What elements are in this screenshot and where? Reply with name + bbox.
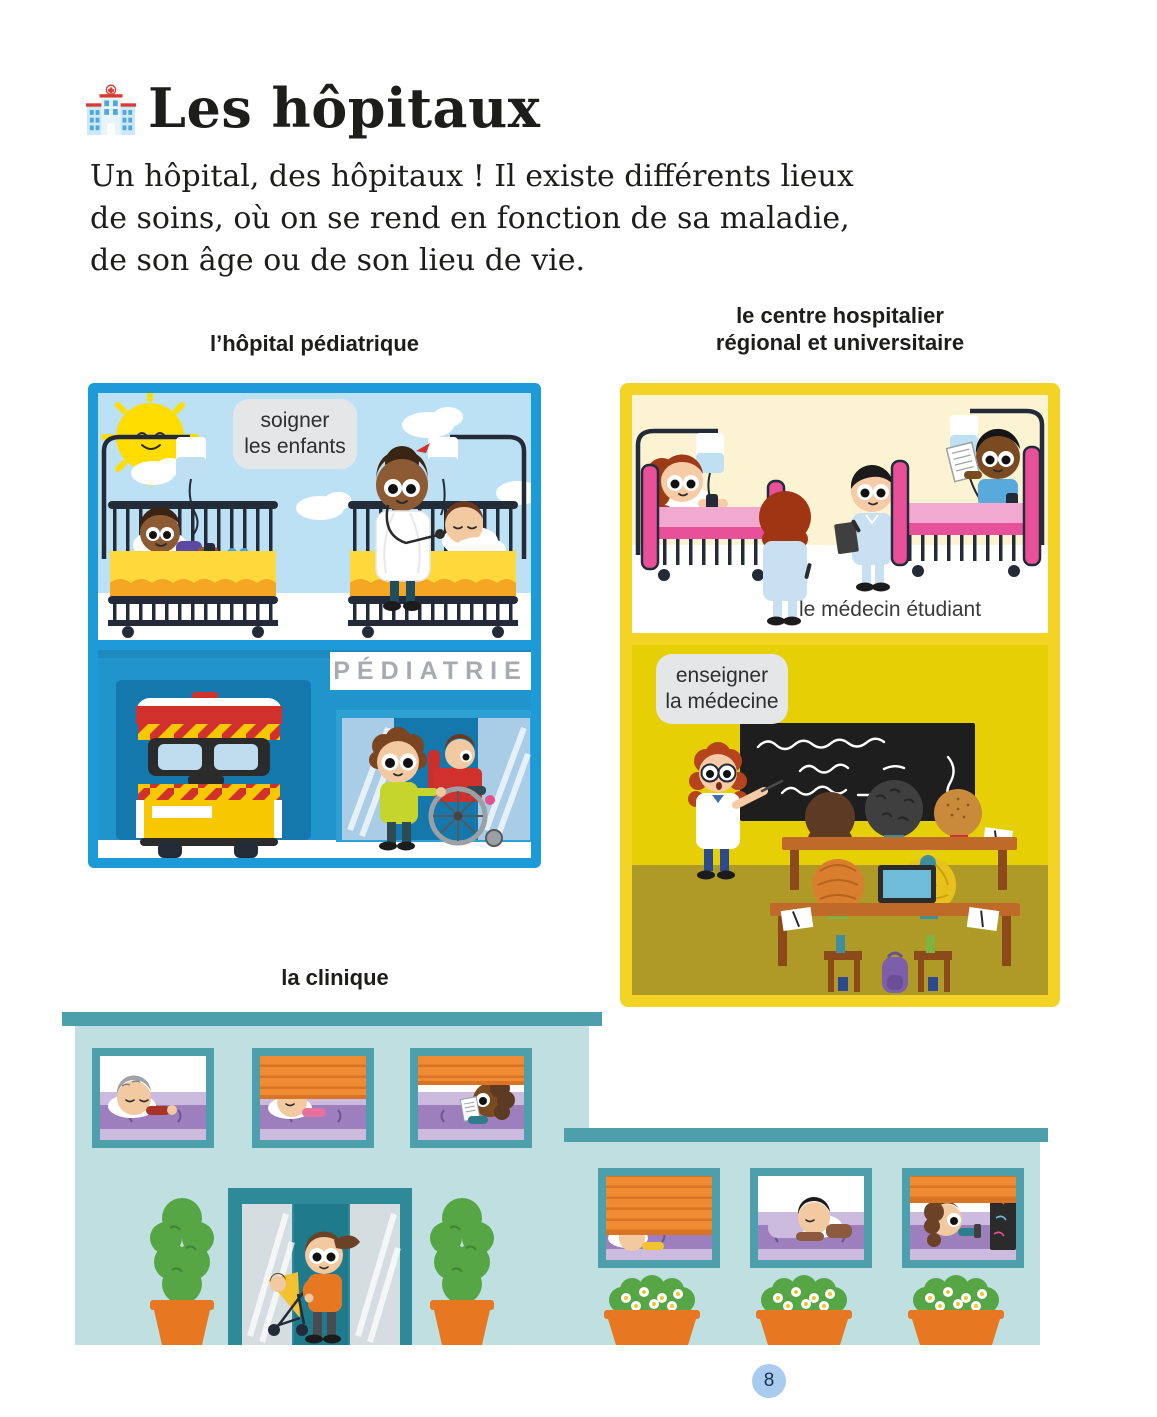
hospital-building-icon [86,84,136,138]
hospital-bed-right [892,429,1040,577]
annex-window-2 [750,1168,872,1268]
window-blind [260,1056,366,1098]
window-blind [910,1176,1016,1202]
window-blind [418,1056,524,1084]
intro-line: Un hôpital, des hôpitaux ! Il existe différents lieux [90,159,854,194]
window-blind [606,1176,712,1234]
crib-left [108,501,278,638]
student-doctor-caption: le médecin étudiant [798,598,982,621]
page-number-badge [752,1364,786,1398]
chru-label: le centre hospitalier régional et universitaire [715,303,965,355]
clinic-annex-roof [564,1128,1048,1142]
intro-text [90,156,854,282]
clinic-window-1 [92,1048,214,1148]
intro-line: de son âge ou de son lieu de vie. [90,243,586,278]
ambulance [136,692,282,858]
speech-bubble-enseigner: enseigner la médecine [656,654,788,724]
clinic-main-roof [62,1012,602,1026]
flower-boxes [604,1275,1004,1345]
annex-window-3 [902,1168,1024,1268]
crib-right [348,501,518,638]
annex-window-1 [598,1168,720,1268]
clinic-window-3 [410,1048,532,1148]
pediatrie-sign: PÉDIATRIE [330,652,531,690]
clinic-label: la clinique [281,965,389,990]
pediatric-hospital-label: l’hôpital pédiatrique [209,331,419,356]
clinic-window-2 [252,1048,374,1148]
iv-bag [696,415,980,503]
page-title: Les hôpitaux [148,76,541,140]
page-number: 8 [763,1370,775,1391]
intro-line: de soins, où on se rend en fonction de sa maladie, [90,201,850,236]
speech-bubble-soigner: soigner les enfants [233,399,357,469]
clinic-illustration [62,1012,1048,1345]
